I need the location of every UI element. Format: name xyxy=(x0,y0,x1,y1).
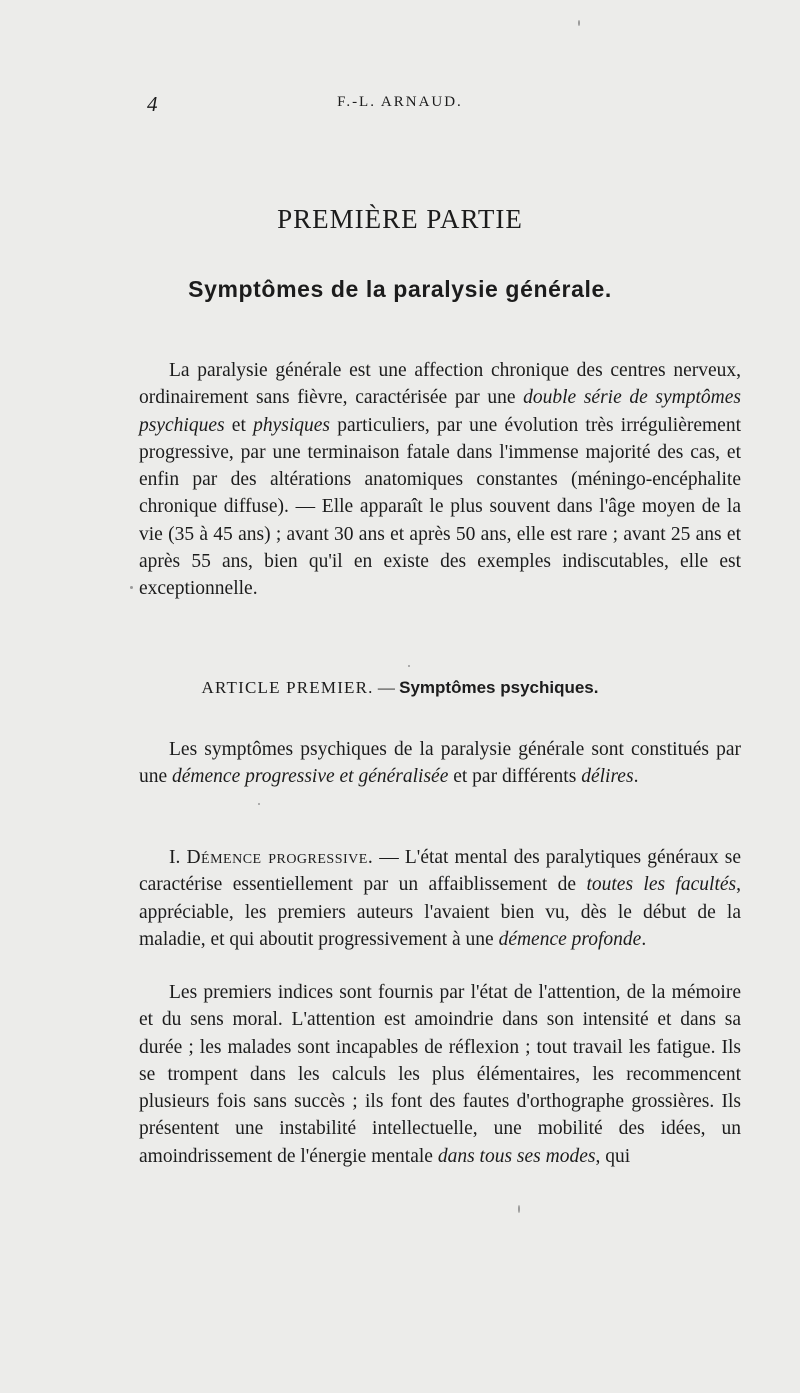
paragraph-text: — L'état mental des paralytiques généraux se caractérise essentiellement par un affaiblissement de xyxy=(139,847,741,896)
page-number: 4 xyxy=(147,92,158,116)
running-head-author: F.-L. ARNAUD. xyxy=(337,94,463,110)
paper-speck xyxy=(258,803,260,805)
paragraph-emphasis: démence progressive et généralisée xyxy=(172,766,449,788)
paragraph-text: et xyxy=(224,414,254,436)
paragraph-emphasis: physiques xyxy=(253,414,330,436)
chapter-title: Symptômes de la paralysie générale. xyxy=(188,276,612,302)
paragraph-text: , appréciable, les premiers auteurs l'avaient bien vu, dès le début de la maladie, et qui aboutit progressivement à une xyxy=(139,874,741,950)
paragraph-text: , qui xyxy=(595,1145,631,1167)
paragraph-emphasis: double série de symptômes psychiques xyxy=(139,387,741,436)
part-title: PREMIÈRE PARTIE xyxy=(277,204,523,234)
paragraph-text: particuliers, par une évolution très irrégulièrement progressive, par une terminaison fatale dans l'immense majorité des cas, et enfin par des altérations anatomiques constantes (méningo-encéphalite chronique diffuse). — Elle apparaît le plus souvent dans l'âge moyen de la vie (35 à 45 ans) ; avant 30 ans et après 50 ans, elle est rare ; avant 25 ans et après 55 ans, bien qu'il en existe des exemples indiscutables, elle est exceptionnelle. xyxy=(139,414,741,600)
paragraph-text: Les premiers indices sont fournis par l'état de l'attention, de la mémoire et du sens moral. L'attention est amoindrie dans son intensité et dans sa durée ; les malades sont incapables de réflexion ; tout travail les fatigue. Ils se trompent dans les calculs les plus élémentaires, les recommencent plusieurs fois sans succès ; ils font des fautes d'orthographe grossières. Ils présentent une instabilité intellectuelle, une mobilité des idées, un amoindrissement de l'énergie mentale xyxy=(139,982,741,1167)
paragraph-first-signs xyxy=(139,979,741,1170)
paragraph-introduction xyxy=(139,357,741,603)
section-heading: Démence progressive. xyxy=(186,847,374,868)
article-subject: Symptômes psychiques. xyxy=(399,678,599,697)
paragraph-text: . xyxy=(633,766,639,788)
paragraph-text: et par différents xyxy=(448,766,582,788)
article-label: ARTICLE PREMIER. xyxy=(201,678,374,697)
paragraph-psychic-symptoms xyxy=(139,736,741,791)
paragraph-text: Les symptômes psychiques de la paralysie générale sont constitués par une xyxy=(139,739,741,788)
paragraph-emphasis: démence profonde xyxy=(498,928,642,950)
article-heading xyxy=(0,678,800,698)
paragraph-progressive-dementia xyxy=(139,844,741,953)
paragraph-text: I. xyxy=(169,847,187,868)
article-dash: — xyxy=(373,678,400,697)
paragraph-emphasis: toutes les facultés xyxy=(586,874,737,896)
paragraph-text: La paralysie générale est une affection chronique des centres nerveux, ordinairement sans fièvre, caractérisée par une xyxy=(139,360,741,409)
paper-speck xyxy=(130,586,133,589)
paragraph-emphasis: délires xyxy=(581,766,634,788)
running-head xyxy=(0,92,800,122)
paper-speck xyxy=(578,20,580,26)
paper-speck xyxy=(518,1205,520,1213)
paper-speck xyxy=(408,665,410,667)
paragraph-text: . xyxy=(641,928,647,950)
paragraph-emphasis: dans tous ses modes xyxy=(437,1145,596,1167)
